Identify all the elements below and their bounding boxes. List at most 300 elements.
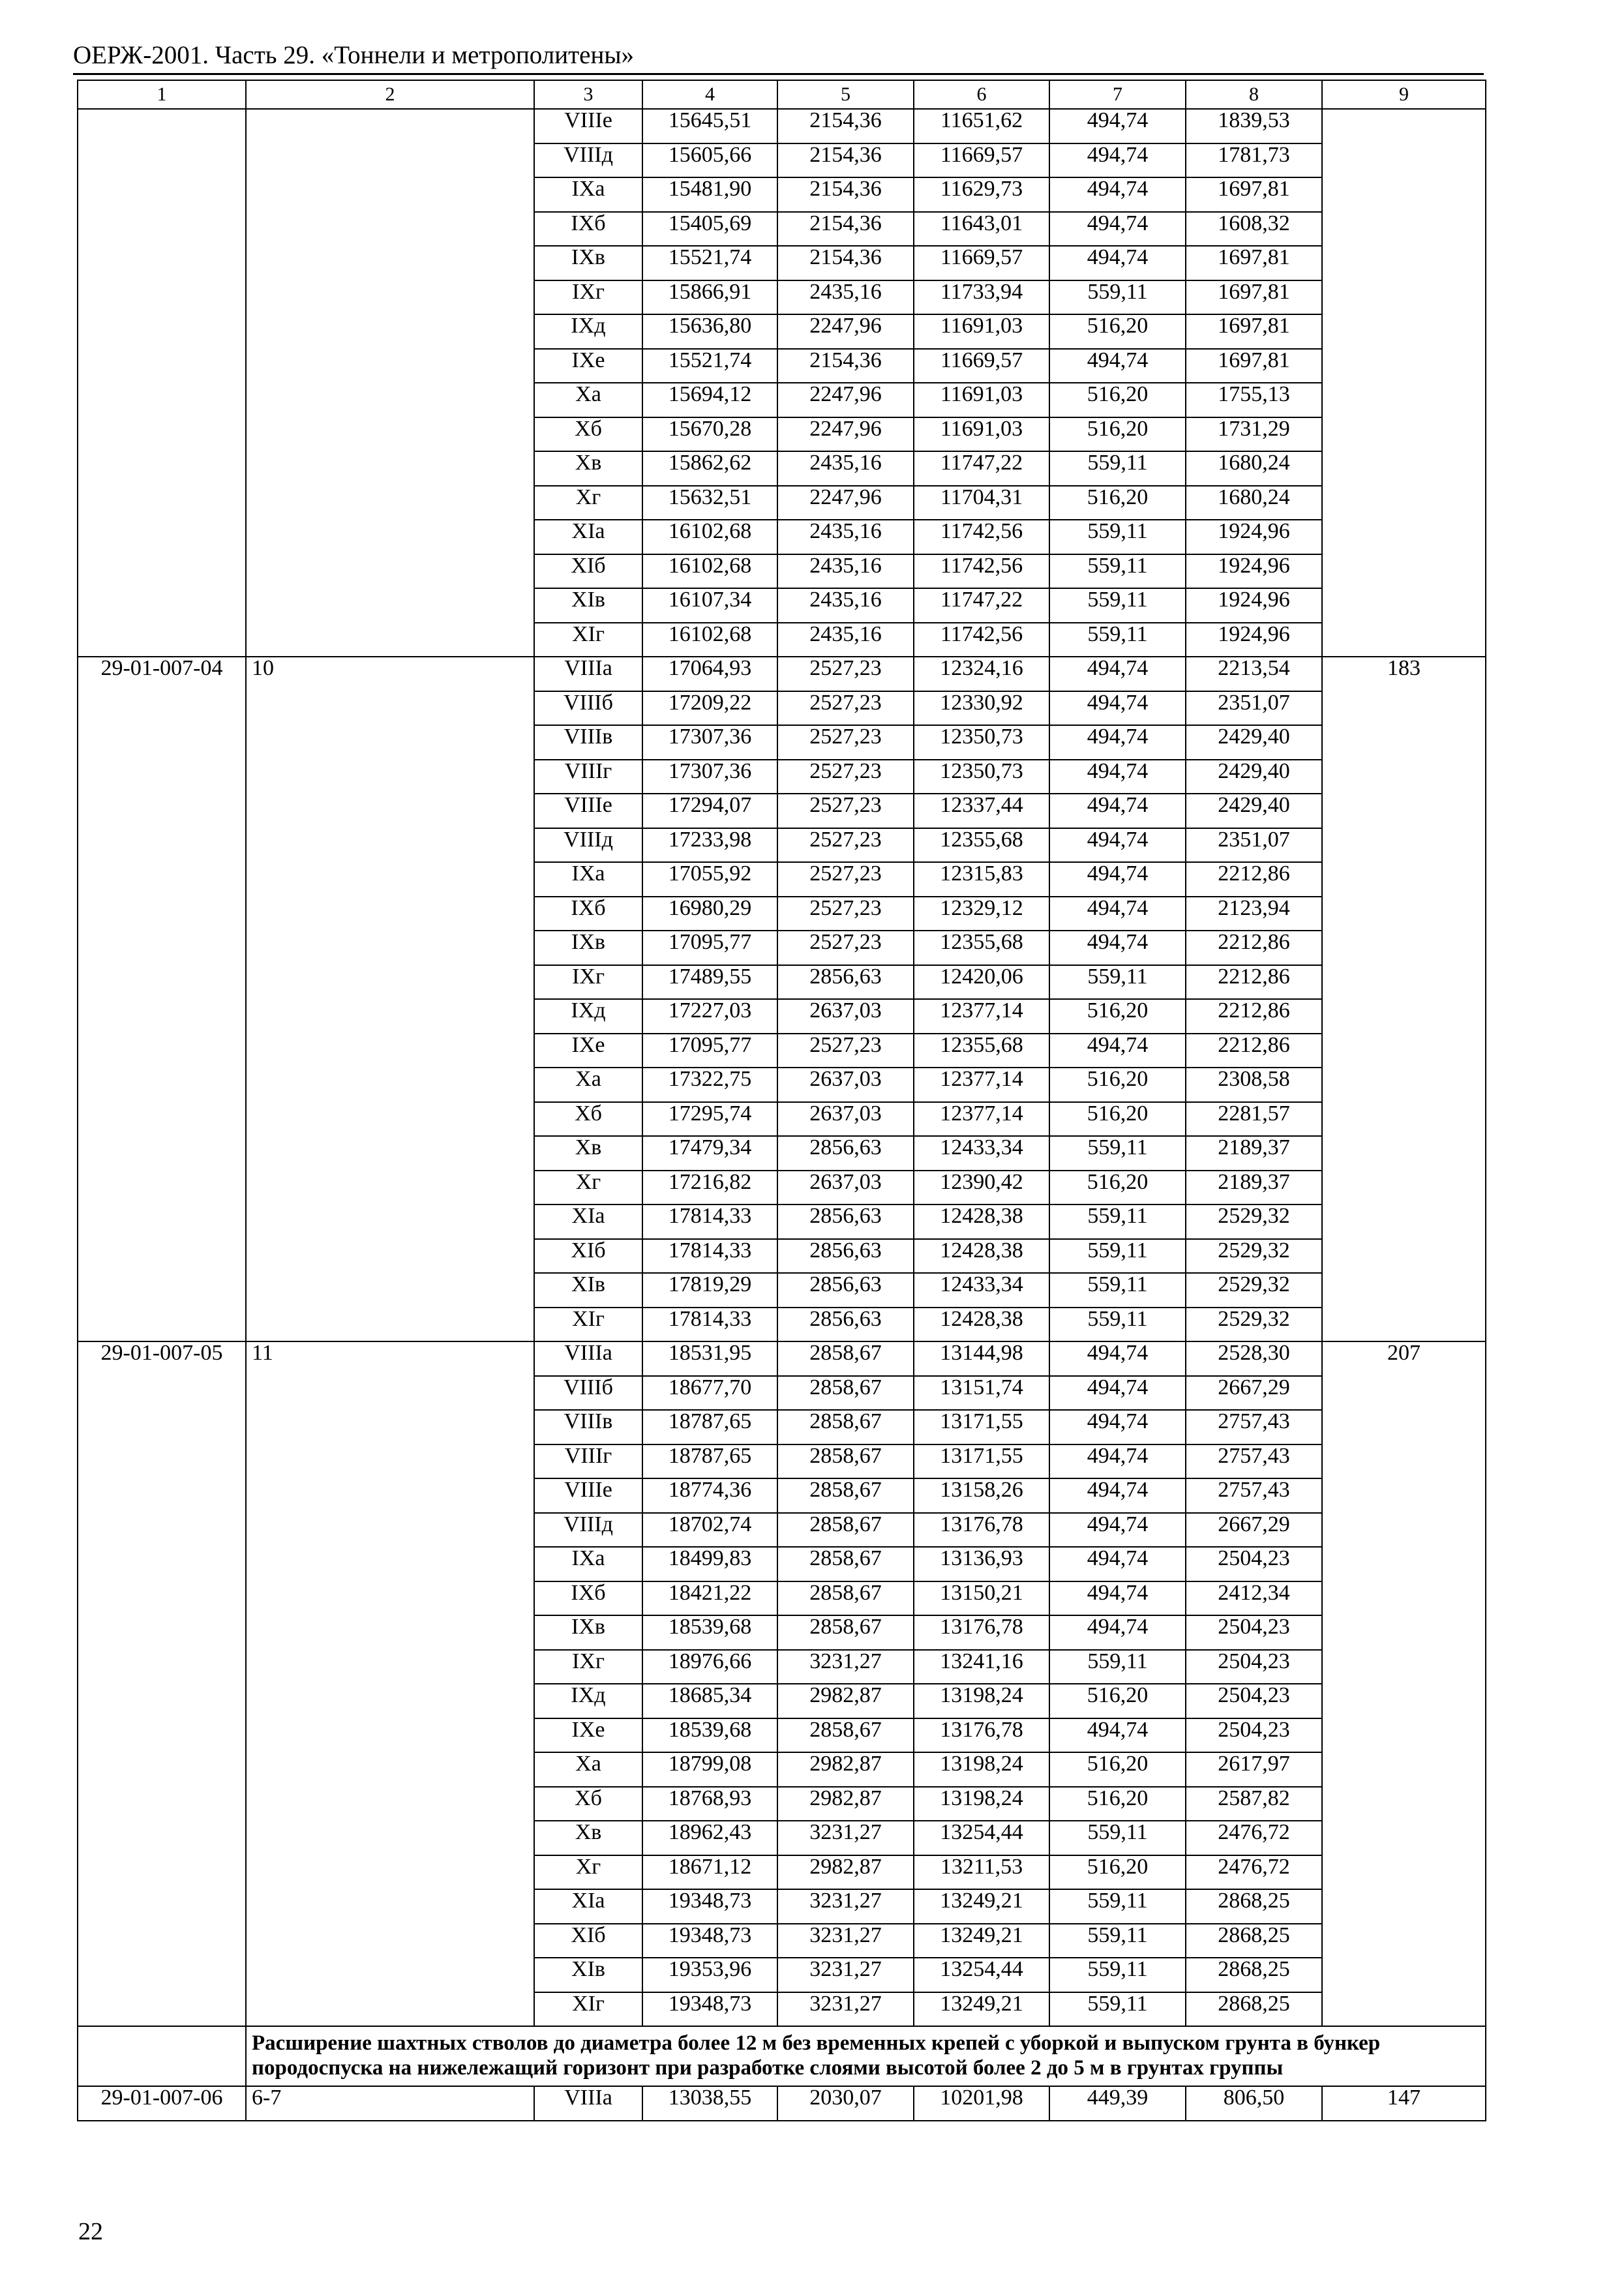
value-cell: 1924,96 — [1186, 623, 1322, 657]
soil-group-cell: IXа — [534, 177, 642, 212]
soil-group-cell: IXд — [534, 314, 642, 349]
value-cell: 12377,14 — [914, 999, 1049, 1034]
soil-group-cell: XIв — [534, 588, 642, 623]
value-cell: 559,11 — [1049, 1308, 1186, 1342]
value-cell: 2527,23 — [777, 862, 914, 897]
unit-cell: 6-7 — [246, 2086, 534, 2121]
value-cell: 494,74 — [1049, 246, 1186, 280]
value-cell: 11643,01 — [914, 212, 1049, 247]
value-cell: 2504,23 — [1186, 1650, 1322, 1684]
value-cell: 559,11 — [1049, 588, 1186, 623]
page-number: 22 — [78, 2218, 103, 2245]
value-cell: 2189,37 — [1186, 1171, 1322, 1205]
column-number: 9 — [1322, 80, 1486, 109]
value-cell: 13249,21 — [914, 1889, 1049, 1924]
soil-group-cell: IXв — [534, 246, 642, 280]
column-9-cell: 147 — [1322, 2086, 1486, 2121]
column-number: 1 — [78, 80, 246, 109]
value-cell: 2856,63 — [777, 1136, 914, 1171]
value-cell: 2637,03 — [777, 1102, 914, 1137]
soil-group-cell: XIб — [534, 1239, 642, 1274]
value-cell: 2667,29 — [1186, 1376, 1322, 1411]
value-cell: 19348,73 — [642, 1924, 777, 1958]
value-cell: 2982,87 — [777, 1855, 914, 1890]
value-cell: 2868,25 — [1186, 1992, 1322, 2027]
value-cell: 18768,93 — [642, 1787, 777, 1821]
value-cell: 18702,74 — [642, 1513, 777, 1548]
value-cell: 1697,81 — [1186, 177, 1322, 212]
soil-group-cell: IXе — [534, 1034, 642, 1068]
value-cell: 1697,81 — [1186, 349, 1322, 383]
soil-group-cell: IXв — [534, 931, 642, 965]
value-cell: 11691,03 — [914, 314, 1049, 349]
value-cell: 17227,03 — [642, 999, 777, 1034]
value-cell: 3231,27 — [777, 1650, 914, 1684]
value-cell: 2154,36 — [777, 349, 914, 383]
soil-group-cell: VIIIв — [534, 1410, 642, 1444]
value-cell: 11742,56 — [914, 520, 1049, 554]
value-cell: 2504,23 — [1186, 1547, 1322, 1581]
value-cell: 2667,29 — [1186, 1513, 1322, 1548]
value-cell: 494,74 — [1049, 1034, 1186, 1068]
value-cell: 494,74 — [1049, 1718, 1186, 1753]
value-cell: 12433,34 — [914, 1136, 1049, 1171]
value-cell: 15866,91 — [642, 280, 777, 315]
value-cell: 1781,73 — [1186, 143, 1322, 178]
value-cell: 11691,03 — [914, 383, 1049, 417]
value-cell: 12428,38 — [914, 1239, 1049, 1274]
value-cell: 16107,34 — [642, 588, 777, 623]
value-cell: 11691,03 — [914, 417, 1049, 452]
value-cell: 2529,32 — [1186, 1308, 1322, 1342]
value-cell: 11742,56 — [914, 554, 1049, 589]
value-cell: 559,11 — [1049, 1889, 1186, 1924]
value-cell: 18685,34 — [642, 1684, 777, 1718]
value-cell: 3231,27 — [777, 1924, 914, 1958]
value-cell: 16980,29 — [642, 897, 777, 931]
table-row — [78, 109, 1486, 143]
value-cell: 12355,68 — [914, 931, 1049, 965]
value-cell: 19348,73 — [642, 1889, 777, 1924]
soil-group-cell: Xб — [534, 417, 642, 452]
value-cell: 12355,68 — [914, 828, 1049, 863]
value-cell: 494,74 — [1049, 691, 1186, 726]
value-cell: 12377,14 — [914, 1068, 1049, 1102]
value-cell: 2527,23 — [777, 828, 914, 863]
value-cell: 13038,55 — [642, 2086, 777, 2121]
soil-group-cell: VIIIв — [534, 725, 642, 760]
soil-group-cell: IXб — [534, 897, 642, 931]
soil-group-cell: XIа — [534, 1204, 642, 1239]
value-cell: 494,74 — [1049, 1376, 1186, 1411]
soil-group-cell: XIа — [534, 520, 642, 554]
value-cell: 2528,30 — [1186, 1341, 1322, 1376]
soil-group-cell: VIIIе — [534, 1478, 642, 1513]
value-cell: 559,11 — [1049, 520, 1186, 554]
value-cell: 2856,63 — [777, 1239, 914, 1274]
value-cell: 494,74 — [1049, 143, 1186, 178]
value-cell: 11669,57 — [914, 349, 1049, 383]
value-cell: 2858,67 — [777, 1410, 914, 1444]
value-cell: 559,11 — [1049, 1204, 1186, 1239]
soil-group-cell: VIIIд — [534, 828, 642, 863]
value-cell: 2858,67 — [777, 1478, 914, 1513]
value-cell: 12355,68 — [914, 1034, 1049, 1068]
value-cell: 3231,27 — [777, 1992, 914, 2027]
value-cell: 2527,23 — [777, 657, 914, 691]
rate-code-cell — [78, 109, 246, 657]
value-cell: 13176,78 — [914, 1513, 1049, 1548]
value-cell: 17233,98 — [642, 828, 777, 863]
value-cell: 494,74 — [1049, 657, 1186, 691]
value-cell: 1680,24 — [1186, 486, 1322, 520]
value-cell: 15521,74 — [642, 246, 777, 280]
value-cell: 16102,68 — [642, 520, 777, 554]
soil-group-cell: IXв — [534, 1615, 642, 1650]
value-cell: 559,11 — [1049, 965, 1186, 1000]
value-cell: 2189,37 — [1186, 1136, 1322, 1171]
value-cell: 2212,86 — [1186, 965, 1322, 1000]
value-cell: 11747,22 — [914, 588, 1049, 623]
value-cell: 1839,53 — [1186, 109, 1322, 143]
value-cell: 12433,34 — [914, 1273, 1049, 1308]
value-cell: 516,20 — [1049, 1171, 1186, 1205]
value-cell: 17055,92 — [642, 862, 777, 897]
value-cell: 559,11 — [1049, 1992, 1186, 2027]
soil-group-cell: VIIIд — [534, 143, 642, 178]
value-cell: 494,74 — [1049, 1410, 1186, 1444]
value-cell: 3231,27 — [777, 1958, 914, 1992]
value-cell: 11742,56 — [914, 623, 1049, 657]
value-cell: 2429,40 — [1186, 760, 1322, 794]
value-cell: 1924,96 — [1186, 520, 1322, 554]
value-cell: 2858,67 — [777, 1547, 914, 1581]
value-cell: 12390,42 — [914, 1171, 1049, 1205]
value-cell: 15862,62 — [642, 451, 777, 486]
value-cell: 13136,93 — [914, 1547, 1049, 1581]
soil-group-cell: IXе — [534, 349, 642, 383]
soil-group-cell: Xг — [534, 1855, 642, 1890]
value-cell: 13241,16 — [914, 1650, 1049, 1684]
value-cell: 2858,67 — [777, 1513, 914, 1548]
value-cell: 494,74 — [1049, 1547, 1186, 1581]
value-cell: 17295,74 — [642, 1102, 777, 1137]
value-cell: 516,20 — [1049, 1068, 1186, 1102]
value-cell: 516,20 — [1049, 1787, 1186, 1821]
value-cell: 1924,96 — [1186, 588, 1322, 623]
soil-group-cell: Xб — [534, 1102, 642, 1137]
value-cell: 2247,96 — [777, 417, 914, 452]
value-cell: 11669,57 — [914, 143, 1049, 178]
table-row — [78, 2086, 1486, 2121]
value-cell: 494,74 — [1049, 109, 1186, 143]
value-cell: 494,74 — [1049, 760, 1186, 794]
value-cell: 13151,74 — [914, 1376, 1049, 1411]
value-cell: 12329,12 — [914, 897, 1049, 931]
value-cell: 2247,96 — [777, 314, 914, 349]
soil-group-cell: VIIIе — [534, 794, 642, 828]
value-cell: 2429,40 — [1186, 794, 1322, 828]
value-cell: 559,11 — [1049, 1136, 1186, 1171]
header-rule — [73, 73, 1484, 75]
value-cell: 15632,51 — [642, 486, 777, 520]
section-note-row — [78, 2026, 1486, 2086]
value-cell: 2351,07 — [1186, 828, 1322, 863]
value-cell: 1731,29 — [1186, 417, 1322, 452]
value-cell: 13198,24 — [914, 1684, 1049, 1718]
value-cell: 2123,94 — [1186, 897, 1322, 931]
value-cell: 11669,57 — [914, 246, 1049, 280]
value-cell: 18671,12 — [642, 1855, 777, 1890]
value-cell: 2504,23 — [1186, 1718, 1322, 1753]
value-cell: 2529,32 — [1186, 1239, 1322, 1274]
value-cell: 18531,95 — [642, 1341, 777, 1376]
soil-group-cell: VIIIа — [534, 657, 642, 691]
soil-group-cell: IXа — [534, 862, 642, 897]
value-cell: 15670,28 — [642, 417, 777, 452]
value-cell: 1680,24 — [1186, 451, 1322, 486]
value-cell: 17095,77 — [642, 931, 777, 965]
value-cell: 516,20 — [1049, 1855, 1186, 1890]
value-cell: 17064,93 — [642, 657, 777, 691]
value-cell: 11733,94 — [914, 280, 1049, 315]
value-cell: 2858,67 — [777, 1341, 914, 1376]
value-cell: 2212,86 — [1186, 1034, 1322, 1068]
value-cell: 494,74 — [1049, 931, 1186, 965]
soil-group-cell: VIIIг — [534, 1444, 642, 1479]
value-cell: 2757,43 — [1186, 1478, 1322, 1513]
value-cell: 11704,31 — [914, 486, 1049, 520]
value-cell: 2527,23 — [777, 691, 914, 726]
value-cell: 1697,81 — [1186, 280, 1322, 315]
value-cell: 494,74 — [1049, 1444, 1186, 1479]
value-cell: 1697,81 — [1186, 246, 1322, 280]
value-cell: 2529,32 — [1186, 1273, 1322, 1308]
value-cell: 559,11 — [1049, 1821, 1186, 1855]
value-cell: 2527,23 — [777, 897, 914, 931]
soil-group-cell: Xа — [534, 383, 642, 417]
soil-group-cell: Xб — [534, 1787, 642, 1821]
value-cell: 2982,87 — [777, 1684, 914, 1718]
column-number: 2 — [246, 80, 534, 109]
value-cell: 559,11 — [1049, 623, 1186, 657]
value-cell: 494,74 — [1049, 1581, 1186, 1616]
soil-group-cell: IXб — [534, 1581, 642, 1616]
value-cell: 2637,03 — [777, 999, 914, 1034]
value-cell: 2587,82 — [1186, 1787, 1322, 1821]
table-row — [78, 1341, 1486, 1376]
value-cell: 17307,36 — [642, 725, 777, 760]
value-cell: 13144,98 — [914, 1341, 1049, 1376]
value-cell: 494,74 — [1049, 1341, 1186, 1376]
value-cell: 494,74 — [1049, 862, 1186, 897]
soil-group-cell: XIа — [534, 1889, 642, 1924]
value-cell: 2476,72 — [1186, 1855, 1322, 1890]
value-cell: 2504,23 — [1186, 1615, 1322, 1650]
value-cell: 1608,32 — [1186, 212, 1322, 247]
rates-table — [77, 80, 1486, 2121]
value-cell: 17814,33 — [642, 1239, 777, 1274]
value-cell: 2757,43 — [1186, 1410, 1322, 1444]
value-cell: 2529,32 — [1186, 1204, 1322, 1239]
value-cell: 2154,36 — [777, 143, 914, 178]
empty-cell — [78, 2026, 246, 2086]
column-number: 7 — [1049, 80, 1186, 109]
value-cell: 2154,36 — [777, 212, 914, 247]
column-number: 3 — [534, 80, 642, 109]
soil-group-cell: VIIIа — [534, 1341, 642, 1376]
value-cell: 17819,29 — [642, 1273, 777, 1308]
value-cell: 16102,68 — [642, 554, 777, 589]
soil-group-cell: XIб — [534, 554, 642, 589]
column-number: 8 — [1186, 80, 1322, 109]
value-cell: 494,74 — [1049, 794, 1186, 828]
unit-cell — [246, 109, 534, 657]
value-cell: 559,11 — [1049, 451, 1186, 486]
value-cell: 18787,65 — [642, 1444, 777, 1479]
soil-group-cell: Xв — [534, 1821, 642, 1855]
value-cell: 494,74 — [1049, 1478, 1186, 1513]
soil-group-cell: IXд — [534, 1684, 642, 1718]
value-cell: 2476,72 — [1186, 1821, 1322, 1855]
value-cell: 494,74 — [1049, 349, 1186, 383]
value-cell: 559,11 — [1049, 280, 1186, 315]
value-cell: 3231,27 — [777, 1821, 914, 1855]
value-cell: 516,20 — [1049, 1684, 1186, 1718]
soil-group-cell: XIв — [534, 1273, 642, 1308]
value-cell: 516,20 — [1049, 314, 1186, 349]
value-cell: 12350,73 — [914, 725, 1049, 760]
unit-cell: 10 — [246, 657, 534, 1341]
value-cell: 494,74 — [1049, 212, 1186, 247]
value-cell: 13171,55 — [914, 1444, 1049, 1479]
value-cell: 12315,83 — [914, 862, 1049, 897]
value-cell: 18499,83 — [642, 1547, 777, 1581]
value-cell: 559,11 — [1049, 1958, 1186, 1992]
value-cell: 516,20 — [1049, 1752, 1186, 1787]
value-cell: 15645,51 — [642, 109, 777, 143]
value-cell: 12377,14 — [914, 1102, 1049, 1137]
value-cell: 2212,86 — [1186, 931, 1322, 965]
value-cell: 15521,74 — [642, 349, 777, 383]
table-row — [78, 657, 1486, 691]
value-cell: 516,20 — [1049, 383, 1186, 417]
value-cell: 2435,16 — [777, 623, 914, 657]
value-cell: 17322,75 — [642, 1068, 777, 1102]
value-cell: 2757,43 — [1186, 1444, 1322, 1479]
value-cell: 2856,63 — [777, 1204, 914, 1239]
column-number-row — [78, 80, 1486, 109]
soil-group-cell: Xв — [534, 1136, 642, 1171]
value-cell: 2212,86 — [1186, 862, 1322, 897]
value-cell: 806,50 — [1186, 2086, 1322, 2121]
value-cell: 2429,40 — [1186, 725, 1322, 760]
value-cell: 12330,92 — [914, 691, 1049, 726]
value-cell: 2435,16 — [777, 554, 914, 589]
soil-group-cell: VIIIб — [534, 1376, 642, 1411]
value-cell: 2154,36 — [777, 177, 914, 212]
value-cell: 494,74 — [1049, 897, 1186, 931]
value-cell: 13254,44 — [914, 1958, 1049, 1992]
document-header: ОЕРЖ-2001. Часть 29. «Тоннели и метрополитены» — [73, 41, 635, 69]
value-cell: 2435,16 — [777, 520, 914, 554]
value-cell: 17216,82 — [642, 1171, 777, 1205]
value-cell: 12324,16 — [914, 657, 1049, 691]
value-cell: 17095,77 — [642, 1034, 777, 1068]
soil-group-cell: VIIIа — [534, 2086, 642, 2121]
value-cell: 18976,66 — [642, 1650, 777, 1684]
value-cell: 2982,87 — [777, 1752, 914, 1787]
value-cell: 2154,36 — [777, 109, 914, 143]
value-cell: 2856,63 — [777, 965, 914, 1000]
value-cell: 17307,36 — [642, 760, 777, 794]
soil-group-cell: Xа — [534, 1068, 642, 1102]
value-cell: 10201,98 — [914, 2086, 1049, 2121]
value-cell: 13176,78 — [914, 1718, 1049, 1753]
soil-group-cell: VIIIб — [534, 691, 642, 726]
soil-group-cell: Xг — [534, 486, 642, 520]
soil-group-cell: IXг — [534, 965, 642, 1000]
soil-group-cell: XIг — [534, 1992, 642, 2027]
column-number: 4 — [642, 80, 777, 109]
soil-group-cell: XIг — [534, 1308, 642, 1342]
value-cell: 559,11 — [1049, 554, 1186, 589]
value-cell: 18799,08 — [642, 1752, 777, 1787]
value-cell: 2351,07 — [1186, 691, 1322, 726]
value-cell: 15636,80 — [642, 314, 777, 349]
soil-group-cell: VIIIе — [534, 109, 642, 143]
value-cell: 12428,38 — [914, 1204, 1049, 1239]
value-cell: 15481,90 — [642, 177, 777, 212]
value-cell: 494,74 — [1049, 725, 1186, 760]
value-cell: 18539,68 — [642, 1718, 777, 1753]
value-cell: 2527,23 — [777, 931, 914, 965]
value-cell: 13158,26 — [914, 1478, 1049, 1513]
value-cell: 16102,68 — [642, 623, 777, 657]
value-cell: 15605,66 — [642, 143, 777, 178]
value-cell: 2247,96 — [777, 486, 914, 520]
value-cell: 559,11 — [1049, 1650, 1186, 1684]
value-cell: 3231,27 — [777, 1889, 914, 1924]
value-cell: 2247,96 — [777, 383, 914, 417]
value-cell: 559,11 — [1049, 1239, 1186, 1274]
value-cell: 18787,65 — [642, 1410, 777, 1444]
value-cell: 2412,34 — [1186, 1581, 1322, 1616]
value-cell: 13198,24 — [914, 1752, 1049, 1787]
value-cell: 2982,87 — [777, 1787, 914, 1821]
value-cell: 1755,13 — [1186, 383, 1322, 417]
value-cell: 17489,55 — [642, 965, 777, 1000]
value-cell: 12428,38 — [914, 1308, 1049, 1342]
rate-code-cell: 29-01-007-06 — [78, 2086, 246, 2121]
value-cell: 1924,96 — [1186, 554, 1322, 589]
value-cell: 11651,62 — [914, 109, 1049, 143]
value-cell: 18421,22 — [642, 1581, 777, 1616]
value-cell: 13150,21 — [914, 1581, 1049, 1616]
value-cell: 2030,07 — [777, 2086, 914, 2121]
value-cell: 15694,12 — [642, 383, 777, 417]
value-cell: 494,74 — [1049, 1615, 1186, 1650]
soil-group-cell: IXб — [534, 212, 642, 247]
value-cell: 11747,22 — [914, 451, 1049, 486]
value-cell: 559,11 — [1049, 1273, 1186, 1308]
value-cell: 2435,16 — [777, 451, 914, 486]
soil-group-cell: VIIIг — [534, 760, 642, 794]
value-cell: 2504,23 — [1186, 1684, 1322, 1718]
soil-group-cell: IXе — [534, 1718, 642, 1753]
value-cell: 17814,33 — [642, 1204, 777, 1239]
soil-group-cell: Xа — [534, 1752, 642, 1787]
